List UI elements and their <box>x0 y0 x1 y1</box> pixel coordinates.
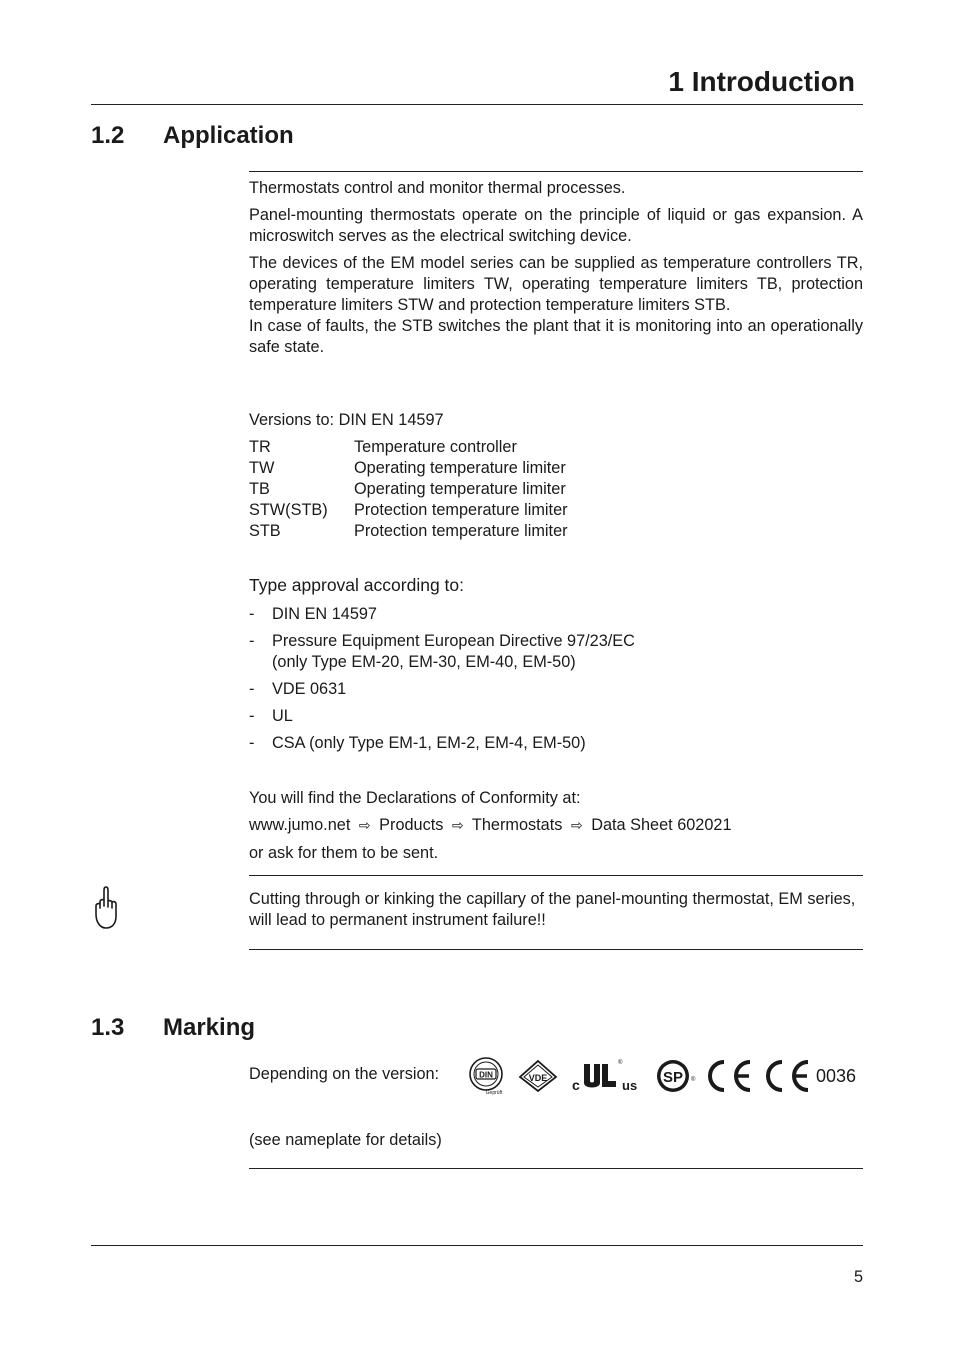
dash-bullet: - <box>249 680 255 698</box>
ce-logo-icon <box>762 1058 814 1094</box>
page-number: 5 <box>853 1268 863 1286</box>
ul-logo-us: us <box>622 1078 638 1093</box>
version-code: TW <box>249 459 275 477</box>
table-row <box>249 437 863 458</box>
ce-notified-body-number: 0036 <box>816 1065 857 1086</box>
approval-text: Pressure Equipment European Directive 97/23/EC <box>272 632 635 650</box>
note-rule-top <box>249 875 863 876</box>
note-text: Cutting through or kinking the capillary of the panel-mounting thermostat, EM series, will lead to permanent instrument failure!! <box>249 890 856 929</box>
approval-text: UL <box>272 707 293 725</box>
dash-bullet: - <box>249 734 255 752</box>
vde-logo-text: VDE <box>528 1073 548 1083</box>
din-logo-icon <box>466 1056 506 1096</box>
section-number-application: 1.2 <box>91 122 125 149</box>
csa-logo-icon <box>656 1057 694 1095</box>
conformity-step-datasheet: Data Sheet 602021 <box>591 816 732 834</box>
list-item <box>249 604 863 625</box>
version-desc: Operating temperature limiter <box>354 480 566 498</box>
section-rule-application <box>249 171 863 172</box>
approval-text: VDE 0631 <box>272 680 347 698</box>
pointing-hand-icon <box>92 884 120 937</box>
paragraph: Thermostats control and monitor thermal processes. <box>249 179 626 197</box>
version-code: STB <box>249 522 281 540</box>
hollow-right-arrow-icon: ⇨ <box>451 817 464 833</box>
list-item <box>249 706 863 727</box>
version-code: TB <box>249 480 270 498</box>
approval-text-detail: (only Type EM-20, EM-30, EM-40, EM-50) <box>272 653 576 671</box>
approval-text: CSA (only Type EM-1, EM-2, EM-4, EM-50) <box>272 734 586 752</box>
version-desc: Temperature controller <box>354 438 517 456</box>
faults-paragraph: In case of faults, the STB switches the plant that it is monitoring into an operationally safe state. <box>249 317 863 356</box>
versions-intro: Versions to: DIN EN 14597 <box>249 411 444 429</box>
version-code: STW(STB) <box>249 501 328 519</box>
list-item <box>249 733 863 754</box>
approval-list <box>249 604 863 760</box>
version-code: TR <box>249 438 271 456</box>
table-row <box>249 458 863 479</box>
section-rule-marking <box>249 1168 863 1169</box>
depending-label: Depending on the version: <box>249 1065 440 1083</box>
table-row <box>249 521 863 542</box>
list-item <box>249 631 863 673</box>
conformity-site-link[interactable]: www.jumo.net <box>249 816 351 834</box>
version-desc: Protection temperature limiter <box>354 501 568 519</box>
chapter-title: 1 Introduction <box>668 66 855 97</box>
section-number-marking: 1.3 <box>91 1014 125 1041</box>
conformity-path <box>249 815 863 836</box>
versions-table <box>249 437 863 542</box>
hollow-right-arrow-icon: ⇨ <box>358 817 371 833</box>
ul-logo-icon <box>570 1059 644 1093</box>
footer-rule <box>91 1245 863 1246</box>
csa-logo-reg: ® <box>691 1077 696 1083</box>
conformity-step-thermostats: Thermostats <box>471 816 563 834</box>
table-row <box>249 479 863 500</box>
marking-logos <box>466 1055 856 1097</box>
approval-text: DIN EN 14597 <box>272 605 377 623</box>
paragraph: Panel-mounting thermostats operate on the principle of liquid or gas expansion. A microswitch serves as the electrical switching device. <box>249 206 863 245</box>
ul-logo-reg: ® <box>618 1060 623 1066</box>
ul-logo-c: c <box>572 1077 580 1093</box>
conformity-outro: or ask for them to be sent. <box>249 844 439 862</box>
din-logo-text: DIN <box>479 1070 493 1080</box>
conformity-intro: You will find the Declarations of Conformity at: <box>249 789 581 807</box>
list-item <box>249 679 863 700</box>
vde-logo-icon <box>518 1059 558 1093</box>
approval-intro: Type approval according to: <box>249 575 464 595</box>
din-logo-subtext: Geprüft <box>485 1090 503 1096</box>
ce-logo-icon <box>704 1058 756 1094</box>
dash-bullet: - <box>249 707 255 725</box>
application-intro <box>249 178 863 364</box>
hollow-right-arrow-icon: ⇨ <box>570 817 583 833</box>
dash-bullet: - <box>249 632 255 650</box>
section-title-application: Application <box>163 122 294 149</box>
section-title-marking: Marking <box>163 1014 256 1041</box>
conformity-step-products: Products <box>379 816 444 834</box>
version-desc: Operating temperature limiter <box>354 459 566 477</box>
dash-bullet: - <box>249 605 255 623</box>
devices-paragraph: The devices of the EM model series can be supplied as temperature controllers TR, operating temperature limiters TW, operating temperature limiters TB, protection temperature limiters STW and protection temperature limiters STB. <box>249 254 863 314</box>
csa-logo-text: SP <box>662 1069 684 1086</box>
header-rule <box>91 104 863 105</box>
table-row <box>249 500 863 521</box>
version-desc: Protection temperature limiter <box>354 522 568 540</box>
nameplate-note: (see nameplate for details) <box>249 1131 442 1149</box>
note-rule-bottom <box>249 949 863 950</box>
